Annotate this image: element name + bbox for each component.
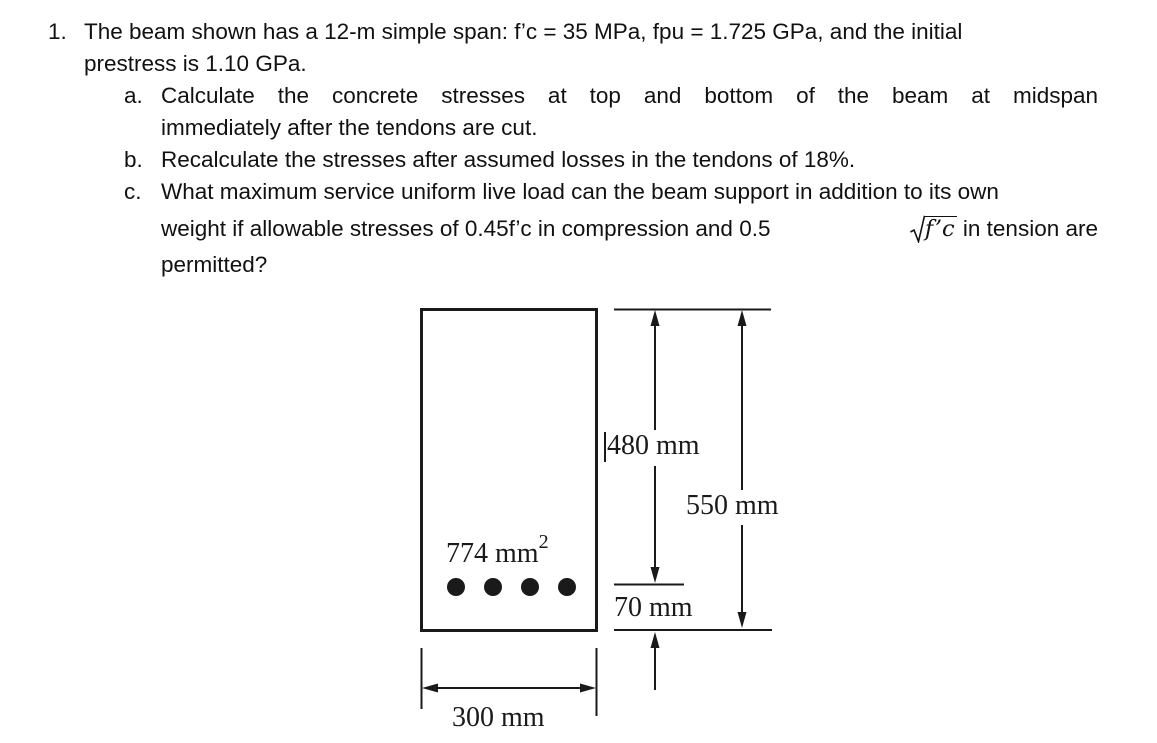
tendon-area-exponent: 2 (538, 531, 549, 553)
tendon-area-label (446, 531, 549, 570)
part-a-line-1: Calculate the concrete stresses at top and bottom of the beam at midspan (161, 83, 1098, 108)
part-c-line-2-before: weight if allowable stresses of 0.45f’c in compression and 0.5 (161, 216, 771, 241)
part-c-line-3: permitted? (161, 252, 268, 277)
depth-480-label: 480 mm (607, 430, 700, 461)
depth-550-label: 550 mm (686, 490, 779, 521)
sqrt-radicand: f’c (924, 216, 955, 242)
tendon-dot (447, 578, 465, 596)
part-a-marker: a. (124, 83, 143, 108)
part-b-line-1: Recalculate the stresses after assumed losses in the tendons of 18%. (161, 147, 856, 172)
tendon-dot (484, 578, 502, 596)
part-c-marker: c. (124, 179, 142, 204)
tendon-dot (521, 578, 539, 596)
dimension-70 (651, 632, 660, 690)
part-a-line-2: immediately after the tendons are cut. (161, 115, 538, 140)
part-b-marker: b. (124, 147, 143, 172)
problem-statement-line-1: The beam shown has a 12-m simple span: f’c = 35 MPa, fpu = 1.725 GPa, and the initial (84, 19, 963, 44)
cover-70-label: 70 mm (614, 592, 693, 623)
part-c-line-2-after: in tension are (956, 216, 1098, 241)
width-300-label: 300 mm (452, 702, 545, 733)
tendon-dot (558, 578, 576, 596)
tendon-group (447, 578, 576, 596)
problem-statement-line-2: prestress is 1.10 GPa. (84, 51, 307, 76)
dimension-550 (738, 310, 747, 628)
part-c-line-1: What maximum service uniform live load can the beam support in addition to its own (161, 179, 999, 204)
tendon-area-value: 774 mm (446, 538, 539, 569)
problem-number: 1. (48, 19, 67, 44)
